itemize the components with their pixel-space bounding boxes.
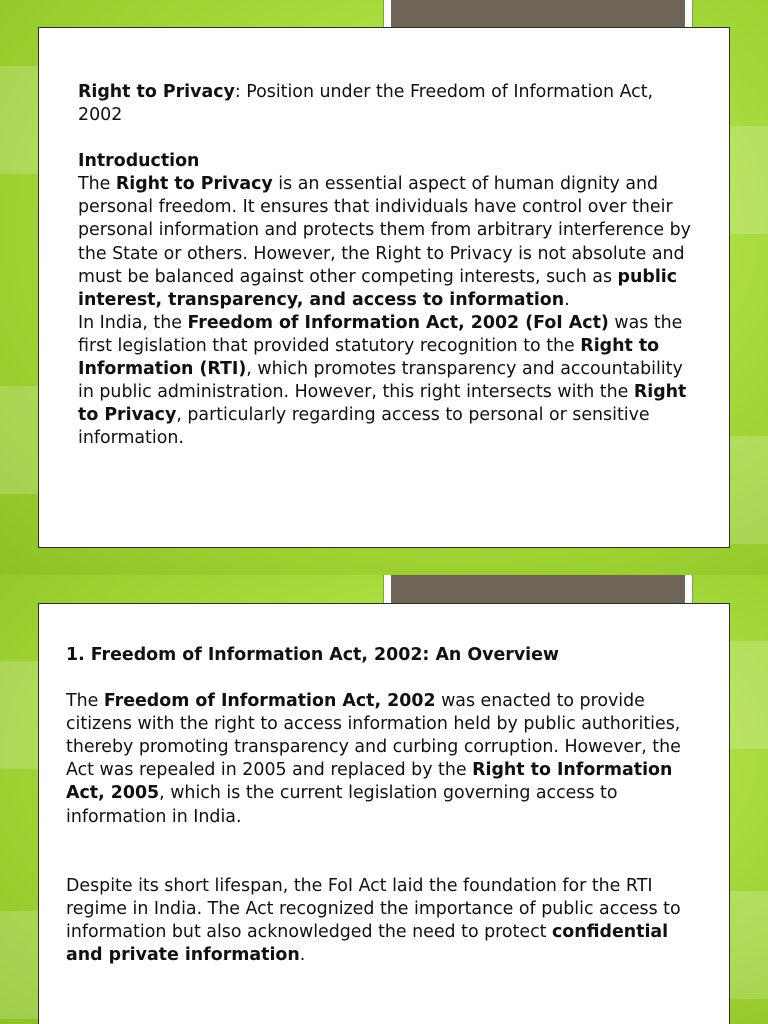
section-heading: [66, 644, 706, 667]
content-panel: [38, 603, 730, 1024]
bold-run: Right to Privacy: [115, 174, 273, 195]
slide-title: [78, 81, 698, 127]
intro-paragraph-1: [78, 173, 698, 312]
overview-paragraph-2: [66, 875, 706, 967]
overview-paragraph-1: [66, 690, 706, 829]
text-run: The: [66, 691, 104, 712]
intro-heading: [78, 150, 698, 173]
bold-run: Right to Information (RTI): [78, 335, 660, 380]
slide-1-text: [78, 81, 698, 450]
bold-run: confidential and private information: [66, 921, 669, 965]
text-run: .: [299, 944, 306, 965]
intro-heading-text: Introduction: [78, 151, 200, 172]
text-run: , particularly regarding access to personal or sensitive information.: [78, 405, 650, 449]
bold-run: Right to Privacy: [78, 382, 687, 426]
text-run: , which is the current legislation governing access to information in India.: [66, 783, 618, 827]
slide-2-text: [66, 644, 706, 967]
bold-run: public interest, transparency, and access to information: [78, 266, 678, 310]
bold-run: Freedom of Information Act, 2002 (FoI Act): [187, 312, 609, 333]
intro-paragraph-2: [78, 312, 698, 451]
title-rest: : Position under the Freedom of Information Act, 2002: [78, 82, 654, 126]
text-run: was enacted to provide citizens with the right to access information held by public authorities, thereby promoting transparency and curbing corruption. However, the Act was repealed in 2005 and replaced by the: [66, 691, 681, 781]
text-run: Despite its short lifespan, the FoI Act laid the foundation for the RTI regime in India. The Act recognized the importance of public access to information but also acknowledged the need to protect: [66, 875, 681, 942]
text-run: The: [78, 174, 116, 195]
slide-2: [0, 575, 768, 1024]
section-heading-text: 1. Freedom of Information Act, 2002: An Overview: [66, 645, 559, 665]
text-run: , which promotes transparency and accountability in public administration. However, this right intersects with the: [78, 359, 683, 403]
bold-run: Right to Information Act, 2005: [66, 760, 673, 804]
text-run: was the first legislation that provided statutory recognition to the: [78, 312, 683, 356]
content-panel: [38, 27, 730, 548]
text-run: .: [564, 289, 570, 310]
text-run: is an essential aspect of human dignity and personal freedom. It ensures that individuals have control over their personal information and protects them from arbitrary interference by the State or others. However, the Right to Privacy is not absolute and must be balanced against other competing interests, such as: [78, 174, 691, 287]
text-run: In India, the: [78, 312, 188, 333]
bold-run: Freedom of Information Act, 2002: [103, 691, 436, 712]
title-bold: Right to Privacy: [78, 82, 235, 102]
